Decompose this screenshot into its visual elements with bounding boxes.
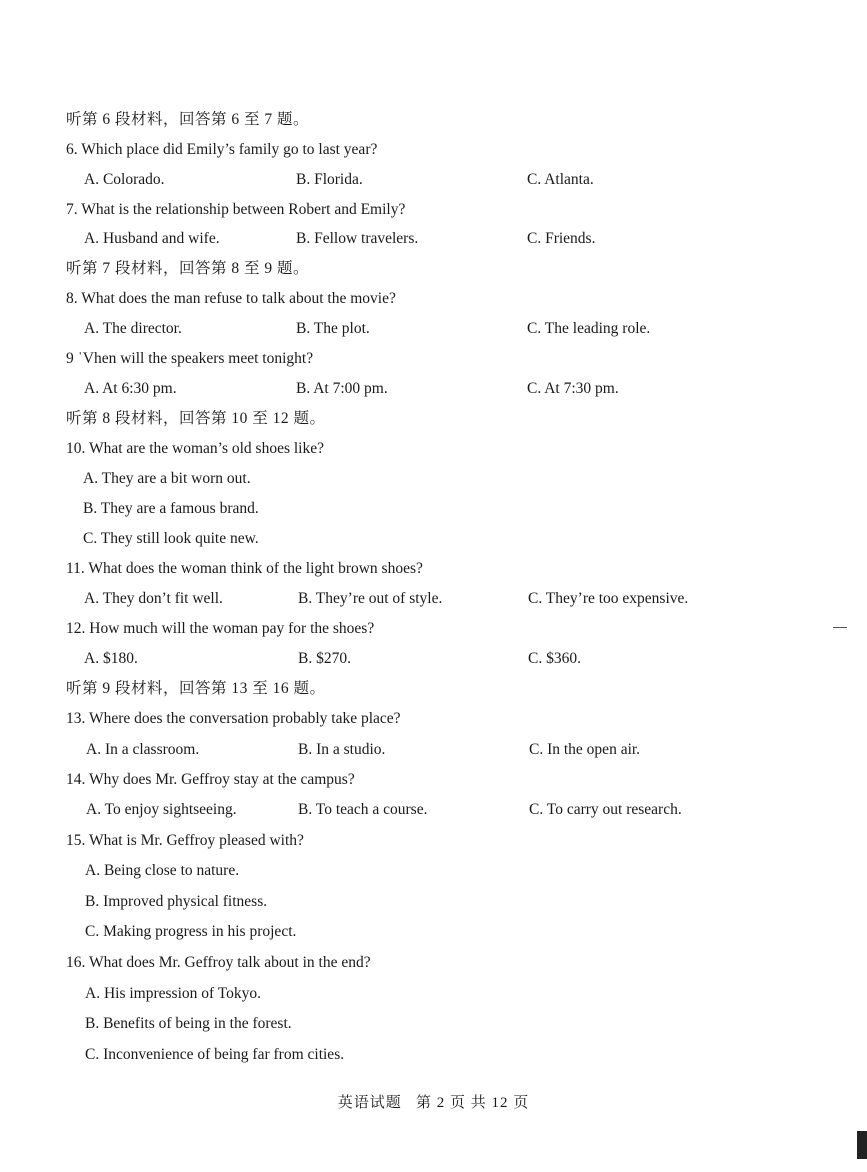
option-a: A. The director. — [84, 320, 182, 337]
option-a: A. They don’t fit well. — [84, 590, 223, 607]
footer-subject: 英语试题 — [337, 1095, 402, 1111]
option-line: A. His impression of Tokyo. — [85, 985, 262, 1002]
question-text: 14. Why does Mr. Geffroy stay at the campus? — [66, 771, 355, 788]
footer-page-number: 第 2 页 共 12 页 — [416, 1095, 530, 1111]
option-a: A. To enjoy sightseeing. — [86, 801, 237, 818]
section-heading: 听第 6 段材料，回答第 6 至 7 题。 — [66, 111, 310, 128]
question-text: 12. How much will the woman pay for the shoes? — [66, 620, 375, 637]
option-line: C. Inconvenience of being far from cities. — [85, 1046, 345, 1063]
option-line: B. They are a famous brand. — [83, 500, 259, 517]
section-heading: 听第 8 段材料，回答第 10 至 12 题。 — [66, 410, 326, 427]
option-c: C. $360. — [528, 650, 581, 667]
option-a: A. Colorado. — [84, 171, 165, 188]
options-row — [0, 800, 867, 820]
options-row — [0, 379, 867, 399]
question-text: 6. Which place did Emily’s family go to last year? — [66, 141, 378, 158]
options-row — [0, 589, 867, 609]
option-line: C. They still look quite new. — [83, 530, 259, 547]
option-a: A. $180. — [84, 650, 138, 667]
option-line: C. Making progress in his project. — [85, 923, 297, 940]
option-c: C. Friends. — [527, 230, 596, 247]
option-b: B. $270. — [298, 650, 351, 667]
option-b: B. Fellow travelers. — [296, 230, 419, 247]
options-row — [0, 319, 867, 339]
option-b: B. The plot. — [296, 320, 370, 337]
question-text: 16. What does Mr. Geffroy talk about in the end? — [66, 954, 371, 971]
option-c: C. To carry out research. — [529, 801, 682, 818]
scan-edge-mark — [857, 1131, 867, 1159]
option-b: B. Florida. — [296, 171, 363, 188]
options-row — [0, 170, 867, 190]
margin-dash — [833, 627, 847, 628]
question-text: 15. What is Mr. Geffroy pleased with? — [66, 832, 304, 849]
option-c: C. The leading role. — [527, 320, 651, 337]
option-b: B. In a studio. — [298, 741, 386, 758]
option-line: A. They are a bit worn out. — [83, 470, 251, 487]
option-c: C. They’re too expensive. — [528, 590, 689, 607]
question-text: 10. What are the woman’s old shoes like? — [66, 440, 324, 457]
option-line: B. Improved physical fitness. — [85, 893, 268, 910]
question-text: 11. What does the woman think of the light brown shoes? — [66, 560, 423, 577]
option-a: A. Husband and wife. — [84, 230, 220, 247]
option-c: C. In the open air. — [529, 741, 641, 758]
options-row — [0, 649, 867, 669]
question-text: 13. Where does the conversation probably take place? — [66, 710, 401, 727]
question-text: 9 ˈVhen will the speakers meet tonight? — [66, 350, 314, 367]
section-heading: 听第 7 段材料，回答第 8 至 9 题。 — [66, 260, 310, 277]
question-text: 7. What is the relationship between Robert and Emily? — [66, 201, 406, 218]
option-b: B. To teach a course. — [298, 801, 428, 818]
option-c: C. Atlanta. — [527, 171, 594, 188]
options-row — [0, 740, 867, 760]
page-footer — [0, 1093, 867, 1113]
option-c: C. At 7:30 pm. — [527, 380, 619, 397]
option-b: B. They’re out of style. — [298, 590, 443, 607]
option-line: B. Benefits of being in the forest. — [85, 1015, 292, 1032]
section-heading: 听第 9 段材料，回答第 13 至 16 题。 — [66, 680, 326, 697]
options-row — [0, 229, 867, 249]
option-b: B. At 7:00 pm. — [296, 380, 388, 397]
option-a: A. In a classroom. — [86, 741, 200, 758]
option-a: A. At 6:30 pm. — [84, 380, 177, 397]
question-text: 8. What does the man refuse to talk about the movie? — [66, 290, 396, 307]
option-line: A. Being close to nature. — [85, 862, 240, 879]
